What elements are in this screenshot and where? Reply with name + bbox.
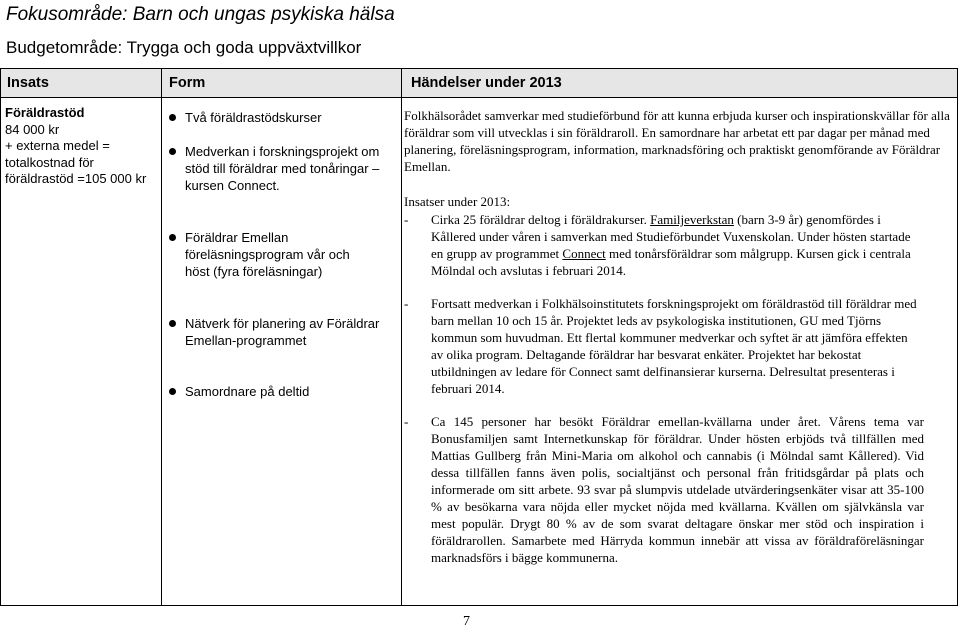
dash-marker: - — [404, 414, 409, 429]
form-bullet-item — [185, 143, 385, 194]
form-bullet-item — [185, 315, 395, 349]
form-bullet-text: Samordnare på deltid — [185, 384, 310, 399]
insats-title: Föräldrastöd — [5, 105, 85, 120]
bullet-icon — [169, 114, 176, 121]
form-bullet-text: Två föräldrastödskurser — [185, 110, 322, 125]
dash-marker: - — [404, 296, 409, 311]
event-text: Fortsatt medverkan i Folkhälsoinstitutets forskningsprojekt om föräldrastöd till föräldrar med barn mellan 10 och 15 år. Projektet leds av psykologiska institutionen, GU med Tjörns kommun som huvudman. Ett flertal kommuner medverkar och syftet är att jämföra effekten av olika program. Deltagande föräldrar har besvarat enkäter. Projektet har bekostat utbildningen av ledare för Connect samt delfinansierar kurserna. Delresultat presenteras i februari 2014. — [431, 296, 917, 396]
bullet-icon — [169, 148, 176, 155]
form-bullet-item — [185, 109, 395, 126]
form-bullet-text: Medverkan i forskningsprojekt om stöd till föräldrar med tonåringar – kursen Connect. — [185, 144, 380, 193]
form-bullet-text: Föräldrar Emellan föreläsningsprogram vår och höst (fyra föreläsningar) — [185, 230, 350, 279]
connect-link: Connect — [562, 246, 606, 261]
insats-cell — [5, 105, 165, 188]
events-list-item — [404, 211, 919, 279]
activity-table — [0, 68, 958, 606]
insatser-label-text: Insatser under 2013: — [404, 194, 511, 209]
form-bullet-item — [185, 229, 375, 280]
header-events: Händelser under 2013 — [411, 75, 562, 91]
insats-line: + externa medel = — [5, 138, 110, 153]
bullet-icon — [169, 388, 176, 395]
events-intro-text: Folkhälsorådet samverkar med studieförbund för att kunna erbjuda kurser och inspirationskvällar för alla föräldrar som vill utvecklas i sin föräldraroll. En samordnare har arbetat ett par dagar per månad med planering, föreläsningsprogram, information, marknadsföring och praktiskt genomförande av Föräldrar Emellan. — [404, 108, 950, 174]
familjeverkstan-link: Familjeverkstan — [650, 212, 734, 227]
events-intro — [404, 107, 952, 175]
page-number: 7 — [463, 614, 470, 629]
events-list-item — [404, 413, 924, 566]
insats-line: 84 000 kr — [5, 121, 60, 137]
column-divider — [401, 69, 402, 605]
page-heading: Fokusområde: Barn och ungas psykiska hälsa — [6, 4, 395, 25]
event-text: med tonårsföräldrar som målgrupp. Kursen gick i centrala Mölndal och avslutas i februari 2014. — [431, 246, 911, 278]
form-bullet-text: Nätverk för planering av Föräldrar Emellan-programmet — [185, 316, 380, 348]
events-list-item — [404, 295, 919, 397]
dash-marker: - — [404, 212, 409, 227]
insats-line: föräldrastöd =105 000 kr — [5, 171, 147, 186]
header-insats: Insats — [7, 75, 49, 91]
page-subheading: Budgetområde: Trygga och goda uppväxtvillkor — [6, 38, 362, 57]
table-header-row — [1, 69, 957, 98]
bullet-icon — [169, 234, 176, 241]
event-text: Ca 145 personer har besökt Föräldrar emellan-kvällarna under året. Vårens tema var Bonusfamiljen samt Internetkunskap för föräldrar. Under hösten erbjöds två tillfällen med Mattias Gullberg från Mini-Maria om alkohol och cannabis (i Mölndal samt Kållered). Vid dessa tillfällen fanns även polis, socialtjänst och personal från fritidsgårdar på plats och informerade om sitt arbete. 93 svar på slumpvis utdelade utvärderingsenkäter visar att 35-100 % av besökarna vara nöjda eller mycket nöjda med kvällarna. Kvällen om självkänsla var mest populär. Drygt 80 % av de som svarat deltagare önskar mer stöd och inspiration i föräldrarollen. Samarbete med Härryda kommun innebär att vissa av föräldraföreläsningar marknadsförs i bägge kommunerna. — [431, 414, 924, 565]
event-text: Cirka 25 föräldrar deltog i föräldrakurser. — [431, 212, 651, 227]
form-bullet-item — [185, 383, 395, 400]
events-insatser-label — [404, 193, 952, 210]
event-text: (barn 3-9 år) genomfördes i Kållered under våren i samverkan med Studieförbundet Vuxenskolan. Under hösten startade en grupp av programmet — [431, 212, 911, 261]
insats-line: totalkostnad för — [5, 154, 94, 170]
bullet-icon — [169, 320, 176, 327]
header-form: Form — [169, 75, 206, 91]
